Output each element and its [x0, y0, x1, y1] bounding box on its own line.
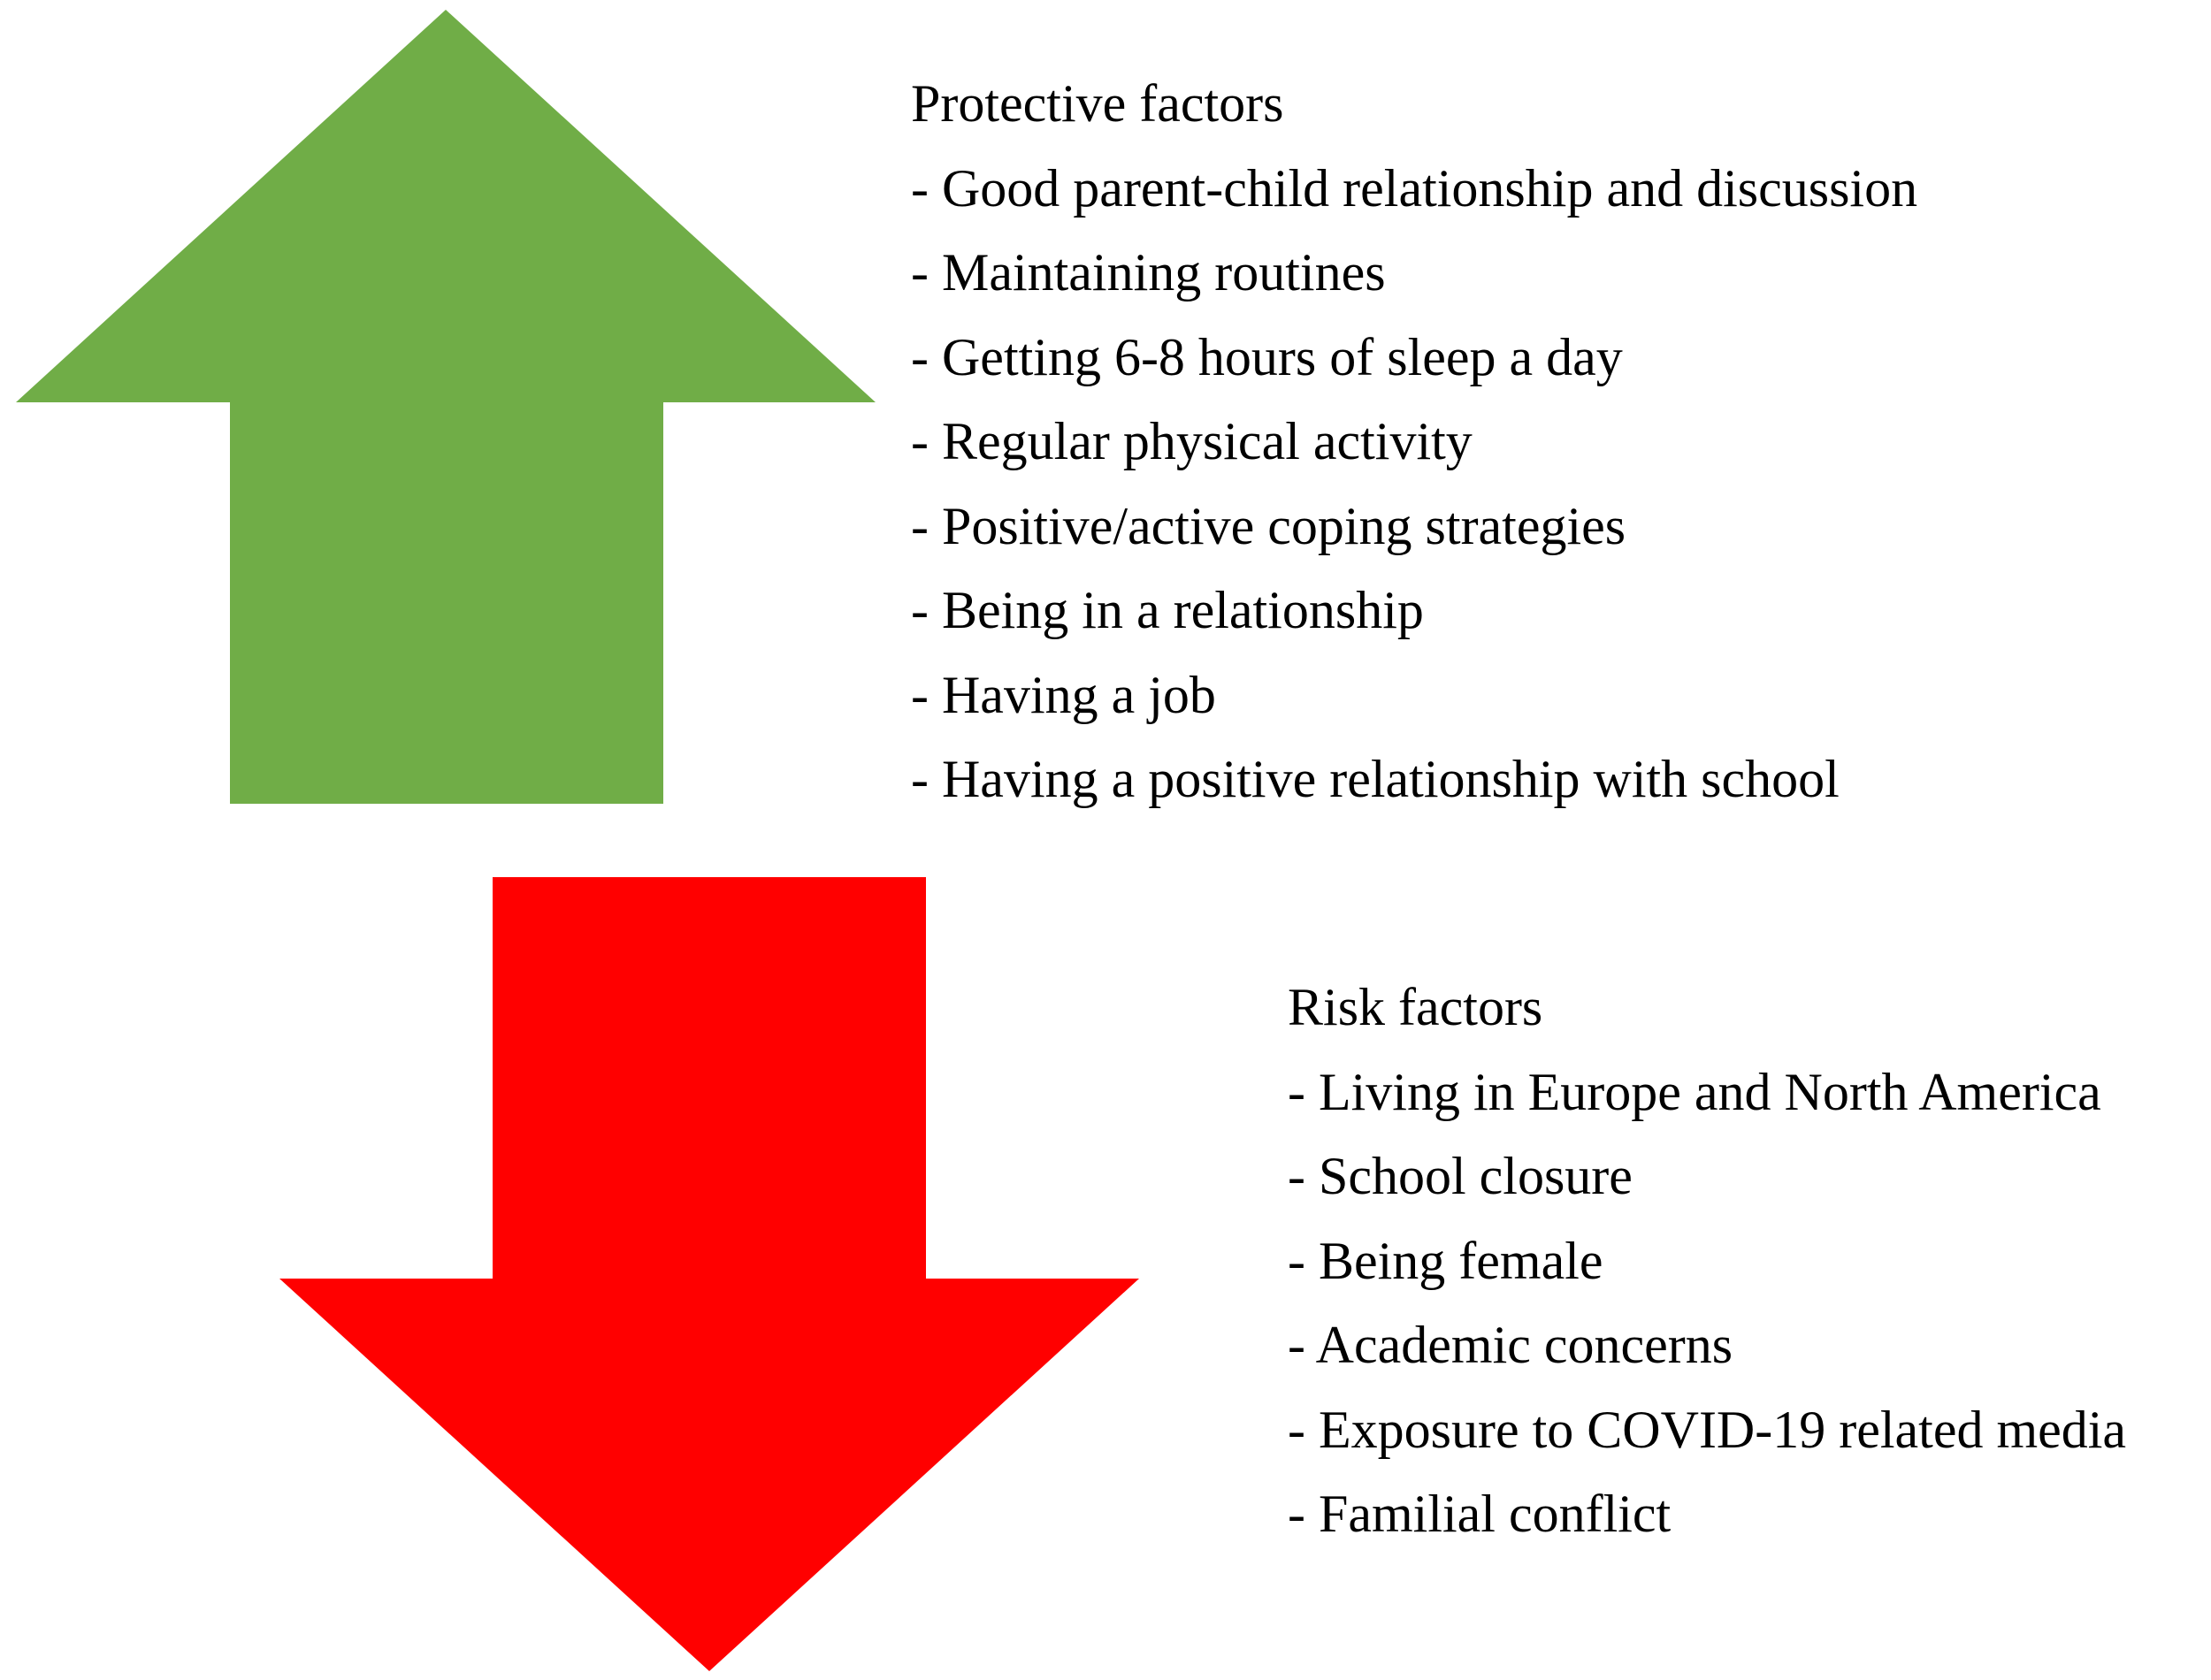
risk-factors-block	[1288, 966, 2126, 1557]
risk-factor-item: - Being female	[1288, 1231, 1603, 1290]
protective-factor-item: - Getting 6-8 hours of sleep a day	[911, 327, 1623, 386]
risk-factor-item: - School closure	[1288, 1147, 1633, 1205]
protective-factor-item: - Having a job	[911, 665, 1216, 724]
risk-factors-heading: Risk factors	[1288, 978, 1543, 1036]
protective-factor-item: - Being in a relationship	[911, 581, 1424, 639]
protective-factor-item: - Having a positive relationship with school	[911, 750, 1840, 808]
risk-factor-item: - Living in Europe and North America	[1288, 1062, 2101, 1121]
risk-factor-item: - Exposure to COVID-19 related media	[1288, 1400, 2127, 1459]
risk-factor-item: - Familial conflict	[1288, 1485, 1672, 1543]
protective-factor-item: - Maintaining routines	[911, 243, 1386, 302]
protective-factors-heading: Protective factors	[911, 74, 1284, 133]
risk-down-arrow	[279, 877, 1139, 1671]
risk-factor-item: - Academic concerns	[1288, 1316, 1733, 1374]
protective-factor-item: - Good parent-child relationship and discussion	[911, 158, 1918, 218]
protective-up-arrow	[16, 10, 876, 804]
protective-factors-block	[911, 62, 1917, 822]
protective-factor-item: - Positive/active coping strategies	[911, 496, 1626, 555]
protective-factor-item: - Regular physical activity	[911, 412, 1473, 470]
